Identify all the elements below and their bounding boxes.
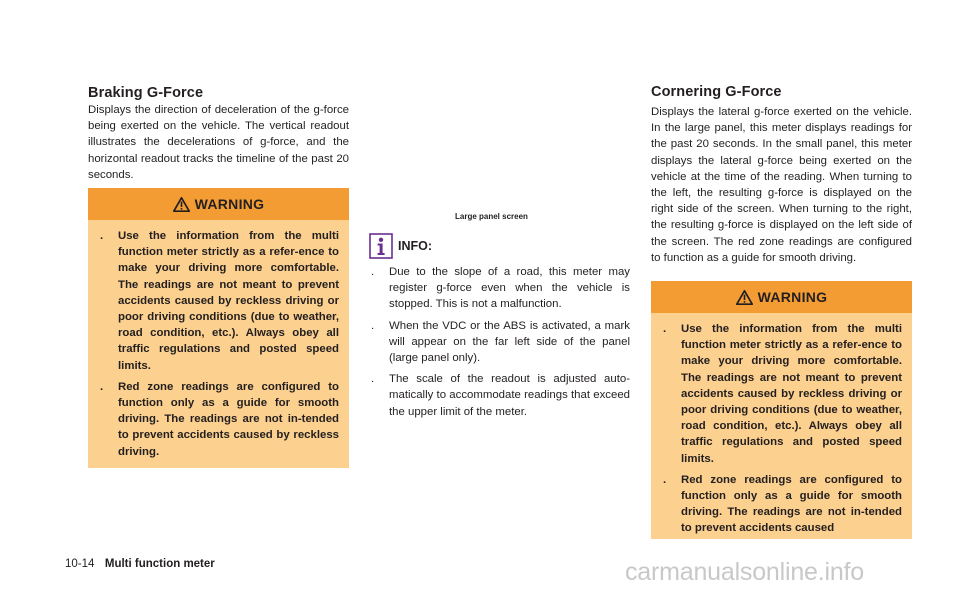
warning-item-text: Use the information from the multi function meter strictly as a refer-ence to make your driving more comfortable. The readings are not meant to prevent accidents caused by reckless driving or poor driving conditions (due to weather, road condition, etc.). Always obey all traffic regulations and posted speed limits. — [118, 230, 339, 372]
warning-triangle-icon — [173, 197, 190, 212]
bullet: . — [371, 373, 375, 386]
list-item — [661, 472, 902, 537]
info-list — [369, 264, 630, 425]
cornering-title: Cornering G-Force — [651, 84, 782, 100]
list-item — [369, 264, 630, 313]
bullet: . — [663, 473, 667, 486]
bullet: . — [663, 323, 667, 335]
bullet: . — [100, 380, 104, 393]
list-item — [369, 371, 630, 420]
warning-item-text: Red zone readings are configured to function only as a guide for smooth driving. The readings are not in-tended to prevent accidents caused — [681, 473, 902, 535]
footer-section-title: Multi function meter — [104, 558, 215, 570]
warning-header — [651, 281, 912, 313]
braking-warning-list — [88, 220, 349, 460]
cornering-warning-list — [651, 313, 912, 537]
bullet: . — [371, 319, 375, 332]
warning-header — [88, 188, 349, 220]
info-label: INFO: — [398, 239, 433, 253]
list-item — [98, 228, 339, 374]
info-item-text: The scale of the readout is adjusted auto-matically to accommodate readings that exceed the upper limit of the meter. — [389, 373, 630, 418]
page-number: 10-14 — [65, 558, 95, 570]
cornering-warning-box — [651, 281, 912, 539]
info-item-text: Due to the slope of a road, this meter may register g-force even when the vehicle is stopped. This is not a malfunction. — [389, 266, 630, 311]
figure-caption: Large panel screen — [455, 212, 528, 221]
warning-triangle-icon — [736, 290, 753, 305]
info-item-text: When the VDC or the ABS is activated, a mark will appear on the far left side of the panel (large panel only). — [389, 319, 630, 365]
braking-title: Braking G-Force — [88, 85, 204, 101]
warning-label: WARNING — [757, 289, 828, 305]
braking-body: Displays the direction of deceleration of the g-force being exerted on the vehicle. The vertical readout illustrates the decelerations of g-force, and the horizontal readout tracks the timeline of the past 20 seconds. — [88, 104, 349, 181]
info-header — [369, 233, 432, 259]
page-footer — [65, 554, 215, 572]
braking-warning-box — [88, 188, 349, 468]
list-item — [98, 379, 339, 460]
warning-item-text: Use the information from the multi function meter strictly as a refer-ence to make your driving more comfortable. The readings are not meant to prevent accidents caused by reckless driving or poor driving conditions (due to weather, road condition, etc.). Always obey all traffic regulations and posted speed limits. — [681, 323, 902, 465]
cornering-body: Displays the lateral g-force exerted on the vehicle. In the large panel, this meter displays readings for the past 20 seconds. In the small panel, this meter displays the lateral g-force being exerted on the vehicle at the time of the reading. When turning to the left, the resulting g-force is displayed on the right side of the screen. When turning to the right, the resulting g-force is displayed on the left side of the screen. The red zone readings are configured to function as a guide for smooth driving. — [651, 106, 912, 264]
list-item — [661, 321, 902, 467]
info-icon — [369, 233, 393, 259]
list-item — [369, 318, 630, 367]
warning-item-text: Red zone readings are configured to function only as a guide for smooth driving. The readings are not in-tended to prevent accidents caused by reckless driving. — [118, 380, 339, 458]
bullet: . — [100, 230, 104, 242]
bullet: . — [371, 266, 375, 278]
watermark: carmanualsonline.info — [625, 558, 865, 586]
warning-label: WARNING — [194, 196, 265, 212]
